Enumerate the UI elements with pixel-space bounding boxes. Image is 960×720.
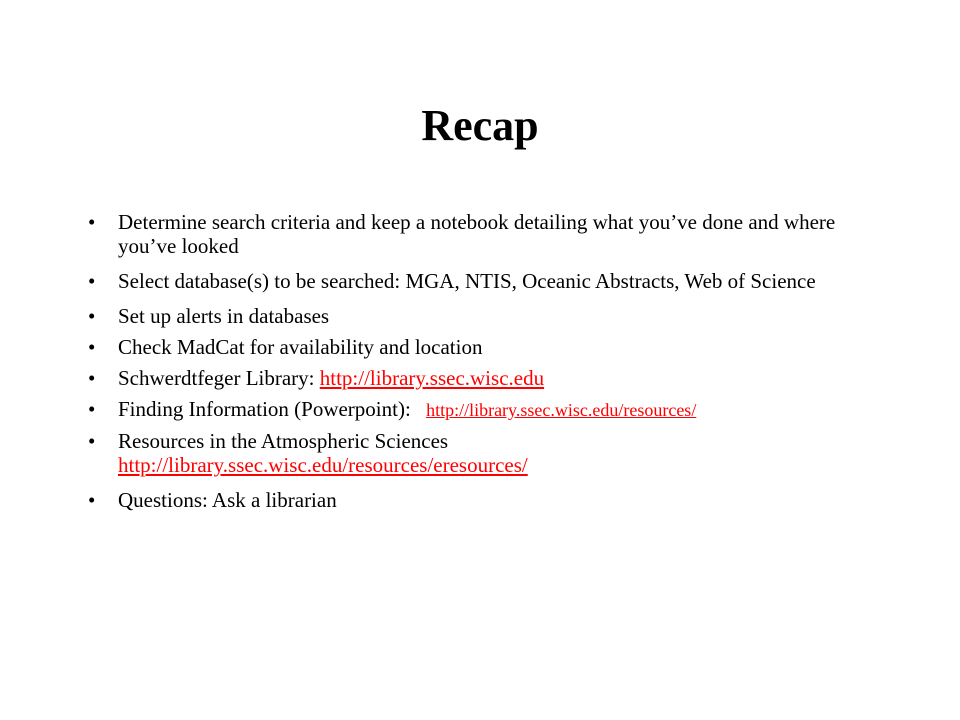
list-item — [88, 304, 888, 328]
bullet-text: Select database(s) to be searched: MGA, NTIS, Oceanic Abstracts, Web of Science — [118, 269, 816, 293]
bullet-text: Questions: Ask a librarian — [118, 488, 337, 512]
list-item — [88, 488, 888, 512]
bullet-icon: • — [88, 429, 96, 453]
bullet-text: Set up alerts in databases — [118, 304, 330, 328]
list-item — [88, 366, 888, 390]
bullet-text: Check MadCat for availability and location — [118, 335, 483, 359]
list-item — [88, 397, 888, 422]
bullet-text: Finding Information (Powerpoint): — [118, 397, 417, 421]
bullet-text: Determine search criteria and keep a notebook detailing what you’ve done and where you’ve looked — [118, 210, 836, 258]
slide-title: Recap — [421, 101, 539, 150]
list-item — [88, 210, 888, 258]
bullet-icon: • — [88, 335, 96, 359]
bullet-text: Schwerdtfeger Library: — [118, 366, 320, 390]
list-item — [88, 335, 888, 359]
library-link[interactable]: http://library.ssec.wisc.edu — [319, 366, 545, 390]
bullet-icon: • — [88, 366, 96, 390]
list-item — [88, 429, 888, 477]
bullet-text: Resources in the Atmospheric Sciences — [118, 429, 449, 453]
eresources-link[interactable]: http://library.ssec.wisc.edu/resources/eresources/ — [118, 453, 528, 477]
bullet-icon: • — [88, 304, 96, 328]
bullet-list — [88, 210, 888, 523]
bullet-icon: • — [88, 397, 96, 421]
list-item — [88, 269, 888, 293]
bullet-icon: • — [88, 210, 96, 234]
bullet-icon: • — [88, 488, 96, 512]
bullet-icon: • — [88, 269, 96, 293]
resources-link[interactable]: http://library.ssec.wisc.edu/resources/ — [426, 400, 697, 420]
